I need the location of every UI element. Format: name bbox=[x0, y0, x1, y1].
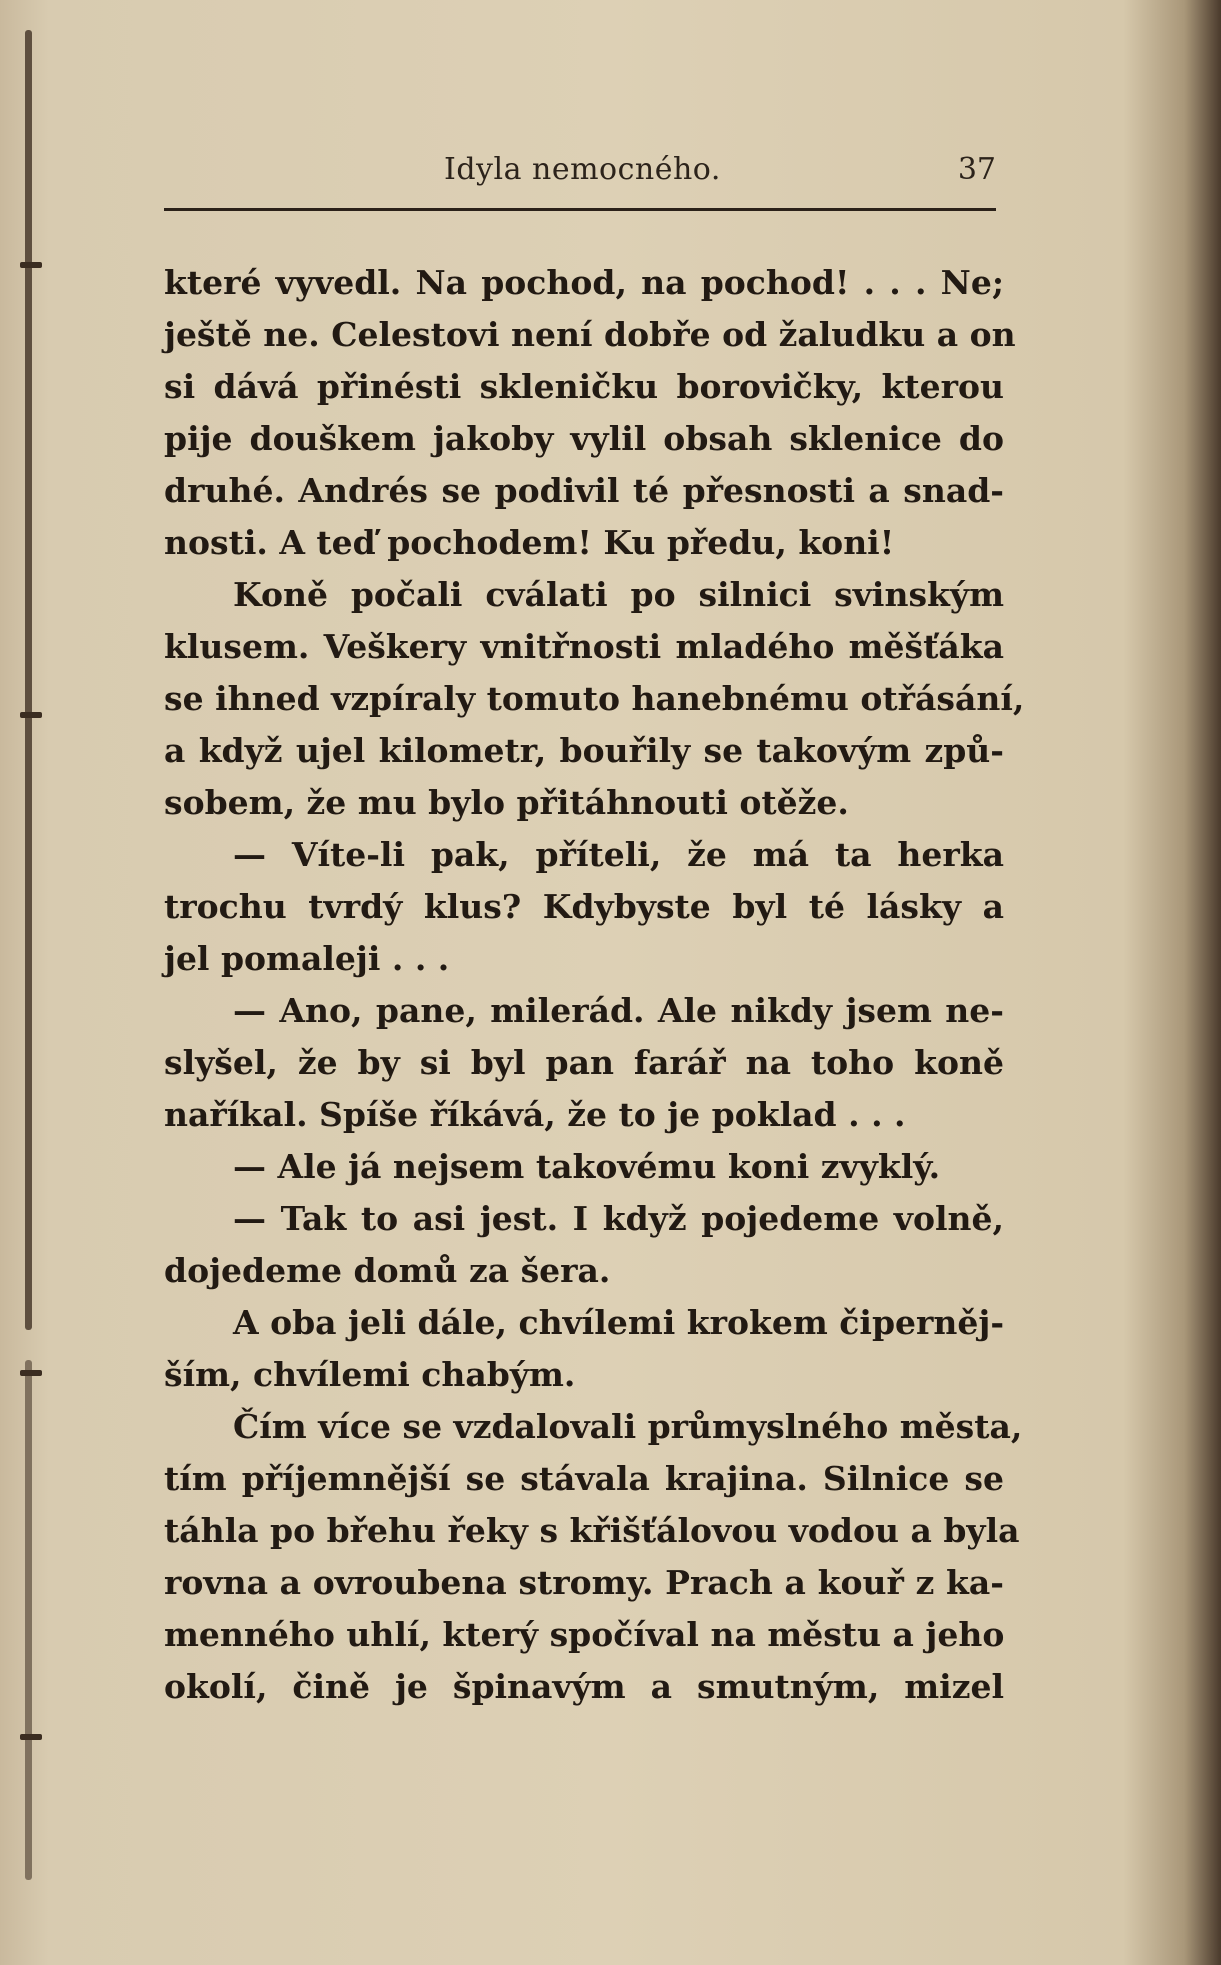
text-line: okolí, čině je špinavým a smutným, mizel bbox=[164, 1667, 1004, 1706]
text-line: menného uhlí, který spočíval na městu a jeho bbox=[164, 1615, 1005, 1654]
text-line: tím příjemnější se stávala krajina. Silnice se bbox=[164, 1459, 1004, 1498]
text-line: trochu tvrdý klus? Kdybyste byl té lásky a bbox=[164, 887, 1004, 926]
page-header bbox=[164, 152, 996, 211]
text-line: slyšel, že by si byl pan farář na toho koně bbox=[164, 1043, 1004, 1082]
page-number: 37 bbox=[957, 152, 996, 187]
text-line: sobem, že mu bylo přitáhnouti otěže. bbox=[164, 783, 849, 822]
text-line: pije douškem jakoby vylil obsah sklenice do bbox=[164, 419, 1004, 458]
text-line: ještě ne. Celestovi není dobře od žaludku a on bbox=[164, 315, 1016, 354]
binding-thread-mark bbox=[20, 1370, 42, 1376]
text-line: naříkal. Spíše říkává, že to je poklad . . . bbox=[164, 1095, 906, 1134]
text-line: — Ano, pane, milerád. Ale nikdy jsem ne- bbox=[233, 991, 1004, 1030]
text-line: které vyvedl. Na pochod, na pochod! . . . Ne; bbox=[164, 263, 1004, 302]
binding-thread-mark bbox=[20, 712, 42, 718]
text-line: ším, chvílemi chabým. bbox=[164, 1355, 576, 1394]
text-line: Čím více se vzdalovali průmyslného města, bbox=[233, 1407, 1023, 1446]
text-line: dojedeme domů za šera. bbox=[164, 1251, 611, 1290]
text-line: — Víte-li pak, příteli, že má ta herka bbox=[233, 835, 1004, 874]
text-line: — Tak to asi jest. I když pojedeme volně, bbox=[233, 1199, 1004, 1238]
text-line: se ihned vzpíraly tomuto hanebnému otřásání, bbox=[164, 679, 1025, 718]
text-line: druhé. Andrés se podivil té přesnosti a snad- bbox=[164, 471, 1004, 510]
text-line: rovna a ovroubena stromy. Prach a kouř z ka- bbox=[164, 1563, 1004, 1602]
text-line: — Ale já nejsem takovému koni zvyklý. bbox=[233, 1147, 941, 1186]
text-line: nosti. A teď pochodem! Ku předu, koni! bbox=[164, 523, 895, 562]
text-line: klusem. Veškery vnitřnosti mladého měšťáka bbox=[164, 627, 1004, 666]
binding-edge-lower bbox=[25, 1360, 32, 1880]
text-line: si dává přinésti skleničku borovičky, kterou bbox=[164, 367, 1004, 406]
text-line: A oba jeli dále, chvílemi krokem čiperněj- bbox=[233, 1303, 1005, 1342]
text-line: Koně počali cválati po silnici svinským bbox=[233, 575, 1004, 614]
binding-edge bbox=[25, 30, 32, 1330]
body-text bbox=[164, 257, 1025, 1713]
text-line: a když ujel kilometr, bouřily se takovým způ- bbox=[164, 731, 1004, 770]
binding-thread-mark bbox=[20, 1734, 42, 1740]
text-line: jel pomaleji . . . bbox=[164, 939, 450, 978]
binding-thread-mark bbox=[20, 262, 42, 268]
running-head: Idyla nemocného. bbox=[444, 152, 721, 187]
text-line: táhla po břehu řeky s křišťálovou vodou a byla bbox=[164, 1511, 1020, 1550]
